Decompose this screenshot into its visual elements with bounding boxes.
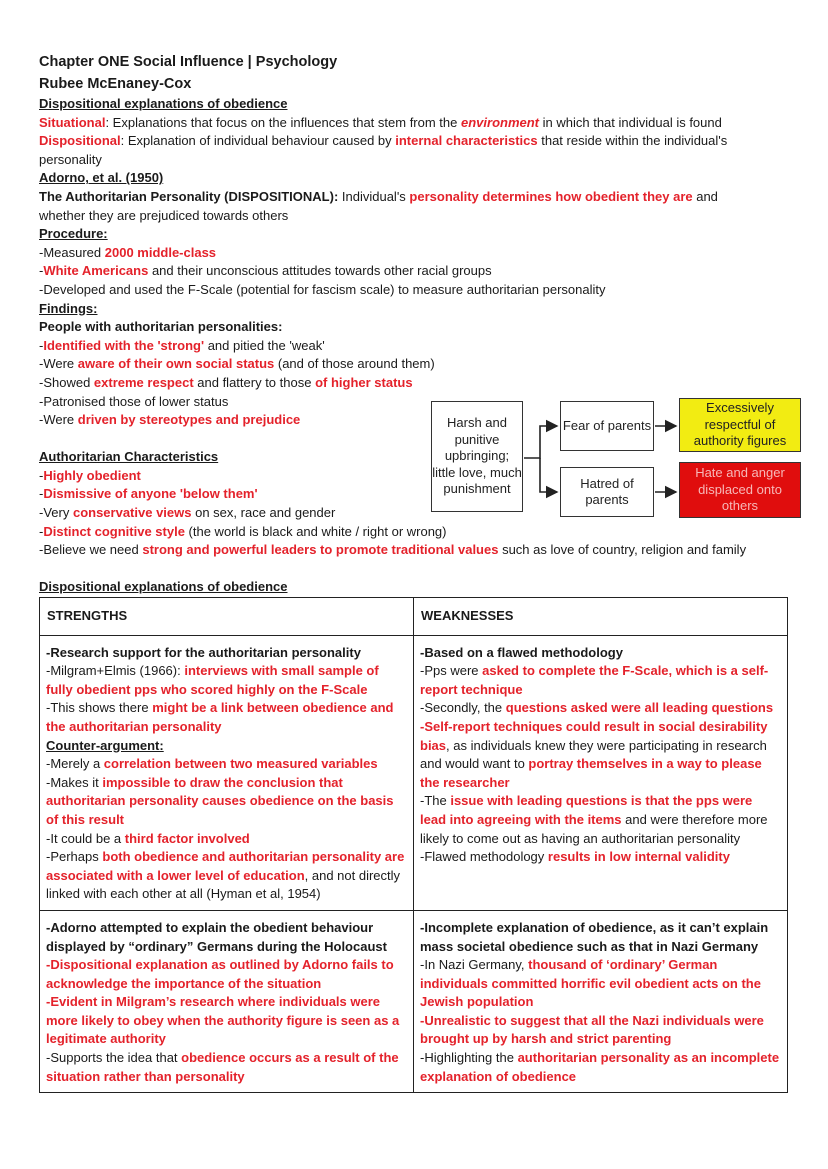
arrow-cause-to-fear	[524, 426, 557, 458]
diagram-displaced-label: Hate and anger displaced onto others	[695, 465, 785, 514]
table-row	[40, 910, 788, 1092]
characteristic-item: -Highly obedient	[39, 467, 141, 483]
procedure-item: -Measured 2000 middle-class	[39, 244, 217, 260]
evaluation-heading: Dispositional explanations of obedience	[39, 579, 288, 595]
strengths-header: STRENGTHS	[40, 598, 414, 636]
finding-item: -Were driven by stereotypes and prejudice	[39, 412, 301, 428]
procedure-item: -Developed and used the F-Scale (potential for fascism scale) to measure authoritarian personality	[39, 281, 606, 297]
table-row	[40, 635, 788, 910]
characteristic-item: -Dismissive of anyone 'below them'	[39, 486, 258, 502]
finding-item: -Showed extreme respect and flattery to those of higher status	[39, 374, 413, 390]
characteristic-item: -Believe we need strong and powerful leaders to promote traditional values such as love of country, religion and family	[39, 542, 747, 558]
arrow-cause-to-hatred	[540, 458, 557, 492]
weakness-cell: -Incomplete explanation of obedience, as it can’t explain mass societal obedience such as that in Nazi Germany -In Nazi Germany, thousand of ‘ordinary’ German individuals committed horrific evil obedient acts on the Jewish population -Unrealistic to suggest that all the Nazi individuals were brought up by harsh and strict parenting -Highlighting the authoritarian personality as an incomplete explanation of obedience	[414, 910, 788, 1092]
author-name: Rubee McEnaney-Cox	[39, 76, 192, 92]
characteristic-item: -Distinct cognitive style (the world is black and white / right or wrong)	[39, 523, 447, 539]
diagram-cause-label: Harsh and punitive upbringing; little love, much punishment	[432, 415, 522, 497]
strength-cell: -Research support for the authoritarian personality -Milgram+Elmis (1966): interviews with small sample of fully obedient pps who scored highly on the F-Scale -This shows there might be a link between obedience and the authoritarian personality Counter-argument: -Merely a correlation between two measured variables -Makes it impossible to draw the conclusion that authoritarian personality causes obedience on the basis of this result -It could be a third factor involved -Perhaps both obedience and authoritarian personality are associated with a lower level of education, and not directly linked with each other at all (Hyman et al, 1954)	[40, 635, 414, 910]
section-heading: Dispositional explanations of obedience	[39, 96, 288, 111]
findings-heading: Findings:	[39, 300, 98, 316]
page-title: Chapter ONE Social Influence | Psychology	[39, 54, 338, 70]
definition-dispositional: Dispositional: Explanation of individual behaviour caused by internal characteristics that reside within the individual's personality	[39, 133, 728, 167]
definition-situational: Situational: Explanations that focus on the influences that stem from the environment in which that individual is found	[39, 114, 722, 130]
diagram-hatred-label: Hatred of parents	[580, 475, 634, 507]
diagram-respect-label: Excessively respectful of authority figures	[693, 400, 787, 449]
characteristic-item: -Very conservative views on sex, race and gender	[39, 505, 336, 521]
finding-item: -Were aware of their own social status (and of those around them)	[39, 356, 435, 372]
evaluation-table	[39, 597, 788, 1093]
finding-item: -Patronised those of lower status	[39, 393, 229, 409]
finding-item: -Identified with the 'strong' and pitied the 'weak'	[39, 337, 325, 353]
weaknesses-header: WEAKNESSES	[414, 598, 788, 636]
strength-cell: -Adorno attempted to explain the obedient behaviour displayed by “ordinary” Germans during the Holocaust -Dispositional explanation as outlined by Adorno fails to acknowledge the importance of the situation -Evident in Milgram’s research where individuals were more likely to obey when the authority figure is seen as a legitimate authority -Supports the idea that obedience occurs as a result of the situation rather than personality	[40, 910, 414, 1092]
diagram-fear-label: Fear of parents	[562, 417, 652, 433]
procedure-heading: Procedure:	[39, 226, 108, 242]
weakness-cell: -Based on a flawed methodology -Pps were asked to complete the F-Scale, which is a self-report technique -Secondly, the questions asked were all leading questions -Self-report techniques could result in social desirability bias, as individuals knew they were participating in research and would want to portray themselves in a way to please the researcher -The issue with leading questions is that the pps were lead into agreeing with the items and were therefore more likely to come out as having an authoritarian personality -Flawed methodology results in low internal validity	[414, 635, 788, 910]
characteristics-heading: Authoritarian Characteristics	[39, 449, 219, 465]
table-header-row	[40, 598, 788, 636]
procedure-item: -White Americans and their unconscious attitudes towards other racial groups	[39, 263, 492, 279]
adorno-heading: Adorno, et al. (1950)	[39, 170, 164, 186]
authoritarian-personality-definition: The Authoritarian Personality (DISPOSITIONAL): Individual's personality determines how obedient they are and whether they are prejudiced towards others	[39, 188, 718, 223]
findings-subheading: People with authoritarian personalities:	[39, 319, 283, 335]
